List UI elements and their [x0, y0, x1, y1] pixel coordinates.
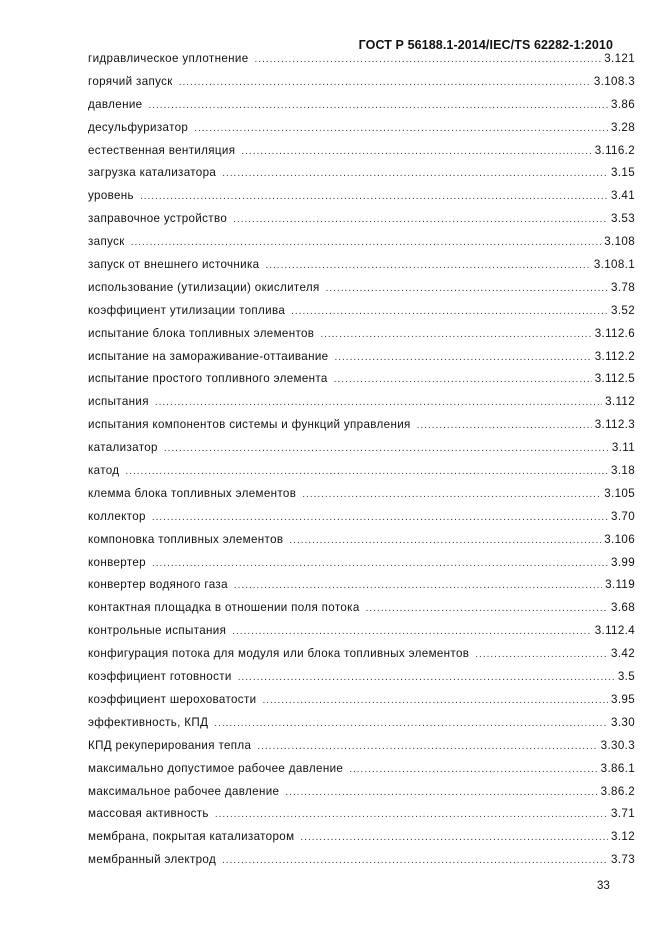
index-reference: 3.95	[611, 692, 635, 706]
dot-leader	[222, 168, 608, 179]
dot-leader	[215, 809, 608, 820]
index-term: заправочное устройство	[88, 212, 228, 226]
index-entry	[88, 762, 635, 785]
index-entry	[88, 578, 635, 601]
index-term: катод	[88, 464, 120, 478]
index-reference: 3.112.6	[594, 326, 635, 340]
index-reference: 3.41	[611, 189, 635, 203]
dot-leader	[179, 77, 591, 88]
dot-leader	[238, 672, 615, 683]
dot-leader	[233, 214, 608, 225]
index-entry	[88, 189, 635, 212]
index-reference: 3.30	[611, 715, 635, 729]
dot-leader	[289, 535, 601, 546]
dot-leader	[265, 260, 590, 271]
index-term: конфигурация потока для модуля или блока топливных элементов	[88, 647, 470, 661]
index-entry	[88, 52, 635, 75]
dot-leader	[257, 741, 597, 752]
index-term: испытания компонентов системы и функций управления	[88, 418, 411, 432]
index-entry	[88, 647, 635, 670]
index-term: конвертер водяного газа	[88, 578, 228, 592]
index-term: уровень	[88, 189, 134, 203]
index-term: испытание на замораживание-оттаивание	[88, 349, 329, 363]
index-term: запуск	[88, 235, 125, 249]
index-reference: 3.5	[617, 670, 635, 684]
index-term: мембранный электрод	[88, 853, 217, 867]
index-entry	[88, 304, 635, 327]
index-reference: 3.112.3	[594, 418, 635, 432]
index-entry	[88, 830, 635, 853]
index-term: испытания	[88, 395, 149, 409]
index-term: эффективность, КПД	[88, 715, 209, 729]
dot-leader	[417, 420, 592, 431]
index-reference: 3.112.4	[594, 624, 635, 638]
index-entry	[88, 75, 635, 98]
index-term: испытание простого топливного элемента	[88, 372, 328, 386]
dot-leader	[152, 512, 608, 523]
index-reference: 3.86.1	[600, 761, 635, 775]
page-number: 33	[597, 880, 610, 892]
dot-leader	[194, 123, 608, 134]
index-term: конвертер	[88, 555, 146, 569]
index-reference: 3.52	[611, 303, 635, 317]
alphabetical-index	[88, 52, 635, 876]
index-term: клемма блока топливных элементов	[88, 486, 297, 500]
index-reference: 3.108	[604, 235, 635, 249]
index-term: контрольные испытания	[88, 624, 227, 638]
index-entry	[88, 807, 635, 830]
dot-leader	[302, 489, 601, 500]
index-entry	[88, 853, 635, 876]
index-reference: 3.18	[611, 464, 635, 478]
dot-leader	[255, 54, 602, 65]
standard-code-header: ГОСТ Р 56188.1-2014/IEC/TS 62282-1:2010	[358, 38, 613, 52]
dot-leader	[326, 283, 608, 294]
index-reference: 3.105	[604, 486, 635, 500]
index-reference: 3.112.2	[594, 349, 635, 363]
index-reference: 3.73	[611, 853, 635, 867]
index-term: коэффициент готовности	[88, 670, 232, 684]
dot-leader	[349, 764, 597, 775]
index-entry	[88, 327, 635, 350]
dot-leader	[152, 558, 608, 569]
dot-leader	[241, 146, 591, 157]
index-term: мембрана, покрытая катализатором	[88, 830, 295, 844]
index-reference: 3.121	[604, 52, 635, 65]
index-term: загрузка катализатора	[88, 166, 217, 180]
index-reference: 3.116.2	[594, 143, 635, 157]
index-reference: 3.12	[611, 830, 635, 844]
index-entry	[88, 533, 635, 556]
dot-leader	[366, 603, 608, 614]
index-term: давление	[88, 97, 143, 111]
index-entry	[88, 693, 635, 716]
index-term: запуск от внешнего источника	[88, 258, 260, 272]
index-reference: 3.86.2	[600, 784, 635, 798]
index-reference: 3.119	[605, 578, 635, 592]
index-reference: 3.70	[611, 509, 635, 523]
dot-leader	[148, 100, 608, 111]
index-entry	[88, 395, 635, 418]
index-entry	[88, 601, 635, 624]
dot-leader	[320, 329, 591, 340]
index-entry	[88, 258, 635, 281]
index-term: катализатор	[88, 441, 158, 455]
index-entry	[88, 166, 635, 189]
index-entry	[88, 144, 635, 167]
index-reference: 3.108.1	[593, 258, 635, 272]
index-reference: 3.112.5	[594, 372, 635, 386]
index-entry	[88, 624, 635, 647]
index-entry	[88, 464, 635, 487]
index-entry	[88, 212, 635, 235]
index-term: массовая активность	[88, 807, 209, 821]
index-term: естественная вентиляция	[88, 143, 236, 157]
index-term: испытание блока топливных элементов	[88, 326, 315, 340]
index-entry	[88, 716, 635, 739]
index-entry	[88, 235, 635, 258]
index-term: максимальное рабочее давление	[88, 784, 280, 798]
dot-leader	[234, 580, 602, 591]
index-reference: 3.106	[604, 532, 635, 546]
index-entry	[88, 350, 635, 373]
index-term: компоновка топливных элементов	[88, 532, 284, 546]
index-reference: 3.68	[611, 601, 635, 615]
dot-leader	[291, 306, 608, 317]
index-reference: 3.112	[605, 395, 635, 409]
index-entry	[88, 418, 635, 441]
index-entry	[88, 739, 635, 762]
dot-leader	[262, 695, 608, 706]
dot-leader	[214, 718, 608, 729]
index-reference: 3.78	[611, 280, 635, 294]
index-reference: 3.108.3	[593, 74, 635, 88]
index-entry	[88, 510, 635, 533]
dot-leader	[125, 466, 608, 477]
index-term: использование (утилизации) окислителя	[88, 280, 320, 294]
index-entry	[88, 556, 635, 579]
dot-leader	[222, 855, 608, 866]
index-entry	[88, 372, 635, 395]
index-reference: 3.99	[611, 555, 635, 569]
index-term: коллектор	[88, 509, 146, 523]
dot-leader	[285, 787, 597, 798]
dot-leader	[155, 397, 602, 408]
index-term: КПД рекуперирования тепла	[88, 738, 252, 752]
dot-leader	[300, 832, 608, 843]
index-entry	[88, 121, 635, 144]
index-entry	[88, 281, 635, 304]
index-term: коэффициент утилизации топлива	[88, 303, 286, 317]
index-reference: 3.15	[611, 166, 635, 180]
index-reference: 3.71	[611, 807, 635, 821]
index-entry	[88, 98, 635, 121]
index-reference: 3.11	[611, 441, 635, 455]
index-term: коэффициент шероховатости	[88, 692, 257, 706]
dot-leader	[140, 191, 608, 202]
dot-leader	[475, 649, 608, 660]
index-entry	[88, 785, 635, 808]
index-term: максимально допустимое рабочее давление	[88, 761, 344, 775]
index-term: десульфуризатор	[88, 120, 189, 134]
index-entry	[88, 670, 635, 693]
index-reference: 3.42	[611, 647, 635, 661]
index-term: горячий запуск	[88, 74, 173, 88]
dot-leader	[131, 237, 602, 248]
index-reference: 3.53	[611, 212, 635, 226]
dot-leader	[232, 626, 591, 637]
index-term: контактная площадка в отношении поля потока	[88, 601, 360, 615]
index-entry	[88, 441, 635, 464]
index-reference: 3.28	[611, 120, 635, 134]
dot-leader	[164, 443, 609, 454]
dot-leader	[334, 374, 592, 385]
index-entry	[88, 487, 635, 510]
dot-leader	[334, 352, 591, 363]
index-reference: 3.30.3	[600, 738, 635, 752]
index-term: гидравлическое уплотнение	[88, 52, 249, 65]
index-reference: 3.86	[611, 97, 635, 111]
